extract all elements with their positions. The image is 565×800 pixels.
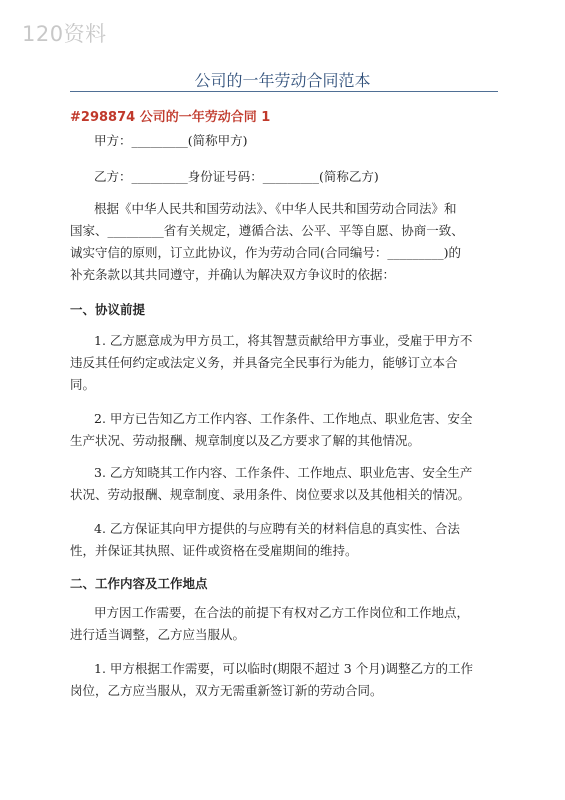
clause-line: 状况、劳动报酬、规章制度、录用条件、岗位要求以及其他相关的情况。 <box>70 487 471 502</box>
clause-line: 3. 乙方知晓其工作内容、工作条件、工作地点、职业危害、安全生产 <box>94 465 473 480</box>
preamble-line: 根据《中华人民共和国劳动法》、《中华人民共和国劳动合同法》和 <box>94 201 457 216</box>
preamble-line: 国家、_________省有关规定，遵循合法、公平、平等自愿、协商一致、 <box>70 223 464 238</box>
clause-line: 违反其任何约定或法定义务，并具备完全民事行为能力，能够订立本合 <box>70 355 458 370</box>
clause-line: 生产状况、劳动报酬、规章制度以及乙方要求了解的其他情况。 <box>70 433 421 448</box>
document-title: 公司的一年劳动合同范本 <box>194 71 371 90</box>
party-a-line: 甲方：_________(简称甲方) <box>94 133 248 148</box>
clause-line: 2. 甲方已告知乙方工作内容、工作条件、工作地点、职业危害、安全 <box>94 411 473 426</box>
section-heading-2: 二、工作内容及工作地点 <box>70 576 208 591</box>
clause-line: 同。 <box>70 377 96 392</box>
watermark-logo: 120资料 <box>22 22 107 46</box>
clause-line: 性，并保证其执照、证件或资格在受雇期间的维持。 <box>70 543 358 558</box>
clause-line: 1. 甲方根据工作需要，可以临时(期限不超过 3 个月)调整乙方的工作 <box>94 661 474 676</box>
title-divider <box>70 91 498 92</box>
section-heading-1: 一、协议前提 <box>70 302 146 317</box>
clause-line: 甲方因工作需要，在合法的前提下有权对乙方工作岗位和工作地点， <box>94 605 470 620</box>
clause-line: 进行适当调整，乙方应当服从。 <box>70 627 246 642</box>
clause-line: 1. 乙方愿意成为甲方员工，将其智慧贡献给甲方事业，受雇于甲方不 <box>94 333 473 348</box>
preamble-line: 诚实守信的原则，订立此协议，作为劳动合同(合同编号：_________)的 <box>70 245 462 260</box>
clause-line: 4. 乙方保证其向甲方提供的与应聘有关的材料信息的真实性、合法 <box>94 521 460 536</box>
clause-line: 岗位，乙方应当服从，双方无需重新签订新的劳动合同。 <box>70 683 383 698</box>
party-b-line: 乙方：_________身份证号码：_________(简称乙方) <box>94 169 379 184</box>
document-number-heading: #298874 公司的一年劳动合同 1 <box>70 110 271 125</box>
preamble-line: 补充条款以其共同遵守，并确认为解决双方争议时的依据： <box>70 267 396 282</box>
